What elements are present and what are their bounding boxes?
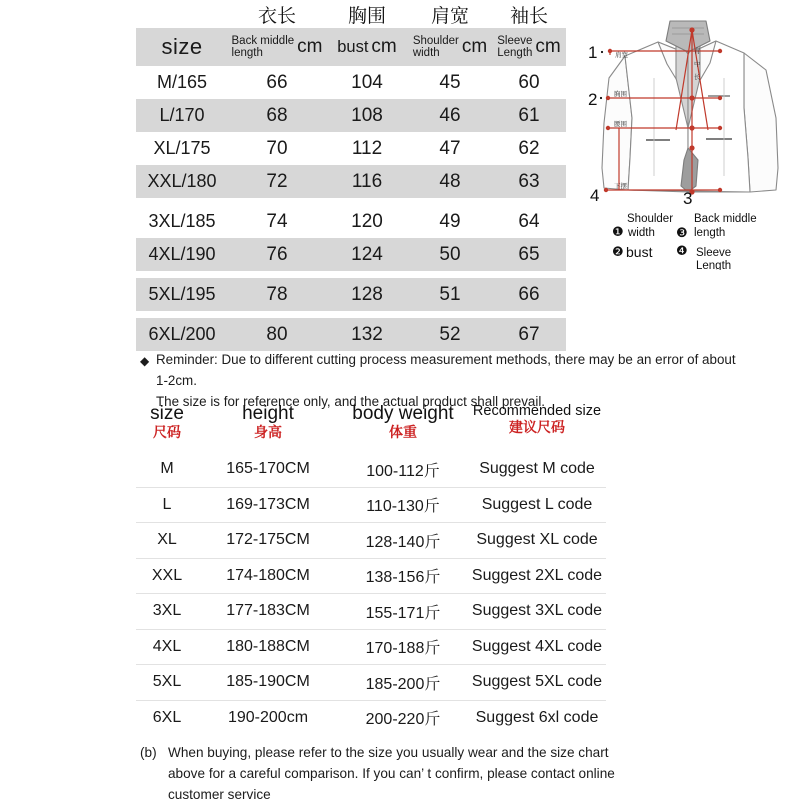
cell-size: 5XL xyxy=(152,673,182,691)
reminder-line-2: The size is for reference only, and the actual product shall prevail. xyxy=(156,393,546,409)
cell-height: 172-175CM xyxy=(226,531,310,549)
height-weight-size-table xyxy=(136,404,606,735)
legend-1-label-line1: Shoulder xyxy=(627,213,674,225)
chinese-header-shoulder: 肩宽 xyxy=(430,6,469,27)
cell-back-length: 80 xyxy=(266,323,288,345)
cell-size: M xyxy=(160,460,174,478)
chinese-header-bust: 胸围 xyxy=(347,6,386,27)
diagram-label-back-length-c2: 中 xyxy=(694,61,701,68)
legend-1-label-line2: width xyxy=(628,227,655,239)
diagram-label-shoulder-width: 肩宽 xyxy=(615,52,628,59)
note-line-1: When buying, please refer to the size you usually wear and the size chart xyxy=(168,745,609,760)
cell-sleeve: 66 xyxy=(518,283,540,305)
cell-size: 3XL/185 xyxy=(148,211,216,231)
cell-recommended: Suggest 5XL code xyxy=(471,673,603,691)
table-row xyxy=(136,238,566,271)
cell-weight: 170-188斤 xyxy=(365,640,441,658)
bust-unit: cm xyxy=(371,36,397,57)
cell-weight: 138-156斤 xyxy=(365,569,441,587)
diagram-label-waist: 腰围 xyxy=(614,121,627,128)
legend-4-label-line2: Length xyxy=(696,260,732,270)
table1-header-back-middle-length xyxy=(228,35,326,60)
sleeve-unit: cm xyxy=(535,36,561,57)
cell-size: 6XL/200 xyxy=(148,324,216,344)
cell-sleeve: 65 xyxy=(518,243,540,265)
diagram-label-hem: 下摆 xyxy=(614,183,627,190)
table1-row-gap xyxy=(136,198,566,205)
table-row xyxy=(136,132,566,165)
bust-label: bust xyxy=(337,37,369,56)
cell-back-length: 68 xyxy=(266,104,288,126)
table2-header-recommended-cn: 建议尺码 xyxy=(509,419,565,436)
table-row xyxy=(136,452,606,488)
table1-header-size: size xyxy=(161,34,203,59)
sleeve-line2: Length xyxy=(497,47,533,59)
cell-bust: 120 xyxy=(351,210,383,232)
cell-bust: 104 xyxy=(351,71,383,93)
cell-size: XXL/180 xyxy=(147,171,217,191)
cell-size: 3XL xyxy=(152,602,182,620)
table2-header-size-cn: 尺码 xyxy=(153,423,181,440)
table1-header-row xyxy=(136,28,566,66)
table1-chinese-header-row xyxy=(136,0,566,28)
cell-shoulder: 46 xyxy=(439,104,461,126)
chinese-header-sleeve: 袖长 xyxy=(509,6,548,27)
table2-header-size-en: size xyxy=(150,403,184,424)
diagram-label-bust: 胸围 xyxy=(614,91,627,98)
note-label: (b) xyxy=(140,745,157,760)
cell-shoulder: 47 xyxy=(439,137,461,159)
table2-header-height-en: height xyxy=(242,403,294,424)
cell-height: 180-188CM xyxy=(226,637,310,655)
cell-shoulder: 50 xyxy=(439,243,461,265)
cell-sleeve: 61 xyxy=(518,104,540,126)
table1-row-gap xyxy=(136,271,566,278)
cell-weight: 100-112斤 xyxy=(366,462,440,480)
cell-size: M/165 xyxy=(156,72,208,92)
cell-height: 174-180CM xyxy=(226,566,310,584)
cell-bust: 108 xyxy=(351,104,383,126)
cell-sleeve: 67 xyxy=(518,323,540,345)
table2-header-height xyxy=(198,404,338,452)
cell-sleeve: 63 xyxy=(518,170,540,192)
cell-back-length: 70 xyxy=(266,137,288,159)
jacket-measurement-diagram xyxy=(584,8,800,270)
table2-header-weight xyxy=(338,404,468,452)
callout-3: 3 xyxy=(683,189,693,208)
legend-3-marker: ❸ xyxy=(676,225,688,240)
cell-weight: 155-171斤 xyxy=(365,604,441,622)
cell-size: XL xyxy=(157,531,177,549)
back-length-line1: Back middle xyxy=(231,34,295,47)
cell-sleeve: 60 xyxy=(518,71,540,93)
reminder-line-1: Reminder: Due to different cutting process measurement methods, there may be an error of about 1-2cm. xyxy=(156,352,736,388)
table-row xyxy=(136,488,606,524)
table2-header-weight-cn: 体重 xyxy=(389,423,417,440)
table2-header-recommended xyxy=(468,404,606,452)
cell-height: 185-190CM xyxy=(226,673,310,691)
table1-header-bust xyxy=(326,36,408,58)
cell-recommended: Suggest 6xl code xyxy=(475,708,599,726)
legend-2-marker: ❷ xyxy=(612,244,624,259)
cell-size: L/170 xyxy=(159,105,205,125)
table-row xyxy=(136,205,566,238)
table-row xyxy=(136,665,606,701)
cell-weight: 200-220斤 xyxy=(365,711,441,729)
table-row xyxy=(136,523,606,559)
cell-shoulder: 49 xyxy=(439,210,461,232)
chinese-header-back-length: 衣长 xyxy=(257,6,296,27)
table1-row-gap xyxy=(136,311,566,318)
cell-weight: 128-140斤 xyxy=(365,533,441,551)
cell-recommended: Suggest 2XL code xyxy=(471,566,603,584)
cell-size: 4XL/190 xyxy=(148,244,216,264)
cell-size: XL/175 xyxy=(153,138,211,158)
cell-recommended: Suggest XL code xyxy=(476,531,598,549)
table1-header-sleeve-length xyxy=(492,35,566,60)
diagram-label-back-length-c1: 背 xyxy=(694,48,701,55)
diamond-bullet-icon: ◆ xyxy=(140,354,150,368)
shoulder-unit: cm xyxy=(461,36,488,57)
table-row xyxy=(136,99,566,132)
diagram-label-back-length-c3: 长 xyxy=(694,74,701,81)
callout-1: 1 xyxy=(588,43,598,62)
cell-sleeve: 62 xyxy=(518,137,540,159)
legend-3-label-line2: length xyxy=(694,227,726,239)
table-row xyxy=(136,278,566,311)
cell-weight: 110-130斤 xyxy=(366,498,440,516)
cell-bust: 124 xyxy=(351,243,383,265)
cell-bust: 116 xyxy=(351,170,383,192)
cell-back-length: 66 xyxy=(266,71,288,93)
buying-guidance-note xyxy=(140,742,700,805)
cell-bust: 128 xyxy=(351,283,383,305)
note-line-2: above for a careful comparison. If you can’ t confirm, please contact online xyxy=(168,766,615,782)
cell-recommended: Suggest 3XL code xyxy=(471,602,603,620)
legend-3-label-line1: Back middle xyxy=(694,213,757,225)
cell-back-length: 72 xyxy=(266,170,288,192)
cell-back-length: 76 xyxy=(266,243,288,265)
table2-header-size xyxy=(136,404,198,452)
callout-2: 2 xyxy=(588,90,598,109)
cell-recommended: Suggest L code xyxy=(481,495,593,513)
cell-shoulder: 48 xyxy=(439,170,461,192)
table-row xyxy=(136,630,606,666)
shoulder-line2: width xyxy=(412,47,440,59)
note-line-3: customer service xyxy=(168,787,271,803)
table-row xyxy=(136,559,606,595)
cell-size: 4XL xyxy=(152,637,182,655)
cell-size: L xyxy=(162,495,172,513)
cell-height: 169-173CM xyxy=(226,495,310,513)
table-row xyxy=(136,594,606,630)
legend-4-marker: ❹ xyxy=(676,243,688,258)
cell-height: 177-183CM xyxy=(226,602,310,620)
cell-bust: 132 xyxy=(351,323,383,345)
table-row xyxy=(136,165,566,198)
measurement-size-table xyxy=(136,0,566,351)
table-row xyxy=(136,318,566,351)
table-row xyxy=(136,66,566,99)
cell-bust: 112 xyxy=(351,137,383,159)
table-row xyxy=(136,701,606,736)
back-length-unit: cm xyxy=(297,36,323,57)
legend-4-label-line1: Sleeve xyxy=(696,247,732,259)
cell-height: 165-170CM xyxy=(226,460,310,478)
legend-1-marker: ❶ xyxy=(612,224,624,239)
cell-back-length: 78 xyxy=(266,283,288,305)
table2-header-recommended-en: Recommended size xyxy=(472,403,602,419)
cell-size: XXL xyxy=(151,566,183,584)
cell-recommended: Suggest 4XL code xyxy=(471,637,603,655)
sleeve-line1: Sleeve xyxy=(497,34,533,47)
cell-back-length: 74 xyxy=(266,210,288,232)
cell-size: 6XL xyxy=(152,708,182,726)
legend-2-label: bust xyxy=(626,244,653,260)
cell-shoulder: 51 xyxy=(439,283,461,305)
cell-height: 190-200cm xyxy=(227,708,309,726)
shoulder-line1: Shoulder xyxy=(412,34,459,47)
cell-weight: 185-200斤 xyxy=(365,675,441,693)
cell-shoulder: 45 xyxy=(439,71,461,93)
table1-header-shoulder-width xyxy=(408,35,492,60)
table2-header-height-cn: 身高 xyxy=(254,423,282,440)
cell-recommended: Suggest M code xyxy=(479,460,595,478)
cell-shoulder: 52 xyxy=(439,323,461,345)
table2-header-weight-en: body weight xyxy=(352,403,454,424)
callout-4: 4 xyxy=(590,186,600,205)
back-length-line2: length xyxy=(231,47,263,59)
table2-header-row xyxy=(136,404,606,452)
cell-size: 5XL/195 xyxy=(148,284,216,304)
cell-sleeve: 64 xyxy=(518,210,540,232)
